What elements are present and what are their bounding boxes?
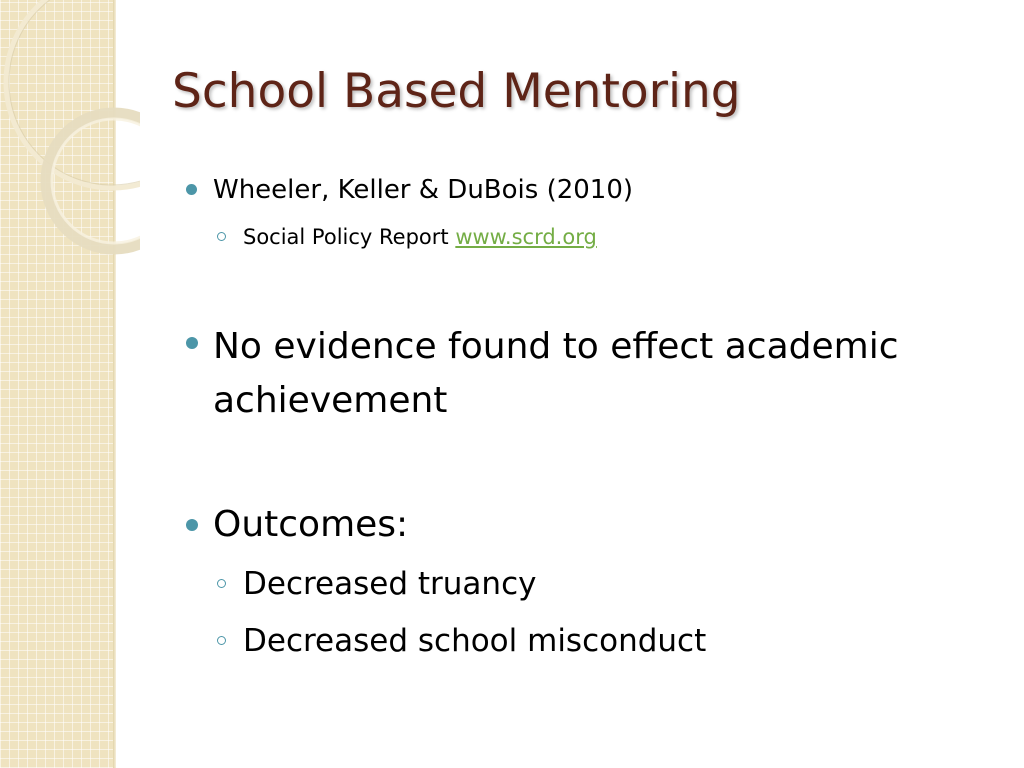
bullet-academic-text: No evidence found to effect academic achievement <box>213 326 899 421</box>
sub-bullet-ring-icon <box>217 232 226 241</box>
sub-bullet-misconduct <box>213 620 953 662</box>
sub-bullet-truancy-text: Decreased truancy <box>243 566 537 602</box>
bullet-academic <box>186 320 966 430</box>
decorative-rings-icon <box>0 0 140 300</box>
sub-bullet-truancy <box>213 563 953 605</box>
bullet-outcomes-text: Outcomes: <box>213 504 409 545</box>
bullet-dot-icon <box>186 184 197 195</box>
sub-bullet-report <box>213 222 953 252</box>
sub-bullet-ring-icon <box>217 636 226 645</box>
bullet-citation <box>186 173 966 207</box>
bullet-dot-icon <box>186 519 198 531</box>
sub-bullet-ring-icon <box>217 579 226 588</box>
bullet-citation-text: Wheeler, Keller & DuBois (2010) <box>213 175 634 205</box>
bullet-dot-icon <box>186 337 198 349</box>
bullet-outcomes <box>186 500 966 550</box>
sub-bullet-misconduct-text: Decreased school misconduct <box>243 623 707 659</box>
scrd-link[interactable]: www.scrd.org <box>455 225 597 249</box>
sub-bullet-report-text: Social Policy Report <box>243 225 449 249</box>
slide-title: School Based Mentoring <box>172 64 741 119</box>
